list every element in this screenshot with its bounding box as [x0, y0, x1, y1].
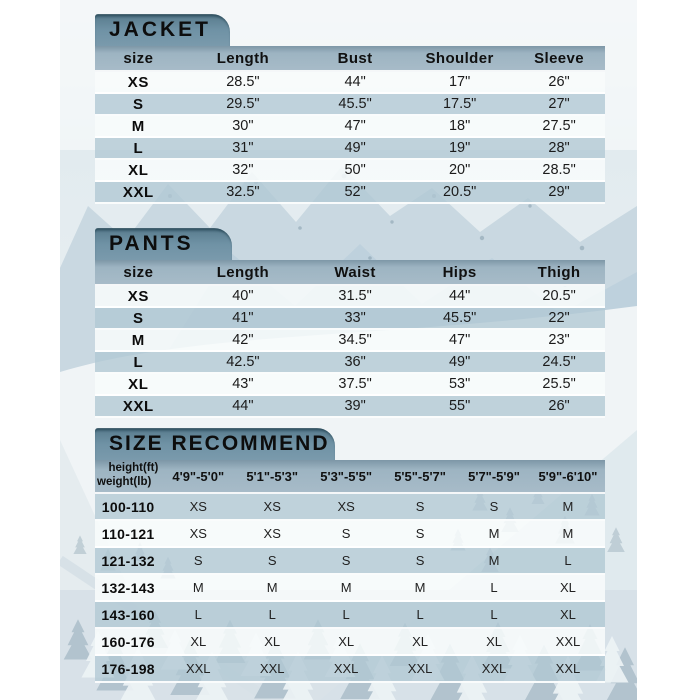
jacket-tab	[95, 14, 230, 46]
size-cell: XS	[127, 73, 149, 91]
size-value-cell: XS	[189, 499, 207, 514]
column-header-thigh: Thigh	[537, 263, 581, 281]
thigh-cell: 20.5"	[542, 288, 576, 304]
waist-cell: 34.5"	[338, 332, 372, 348]
size-value-cell: S	[341, 553, 351, 568]
length-cell: 30"	[232, 118, 254, 134]
bust-cell: 52"	[344, 184, 366, 200]
recommend-row	[95, 575, 605, 602]
size-value-cell: S	[415, 499, 425, 514]
size-value-cell: XL	[338, 634, 355, 649]
column-header-size: size	[123, 49, 154, 67]
jacket-row-l	[95, 138, 605, 160]
pants-row-xs	[95, 286, 605, 308]
thigh-cell: 26"	[548, 398, 570, 414]
bust-cell: 47"	[344, 118, 366, 134]
size-value-cell: L	[490, 607, 498, 622]
weight-range-cell: 160-176	[101, 633, 155, 650]
hips-cell: 53"	[448, 376, 471, 392]
size-value-cell: XS	[189, 526, 207, 541]
column-header-size: size	[123, 263, 154, 281]
height-column-header: 5'3"-5'5"	[320, 468, 373, 484]
size-value-cell: M	[562, 526, 574, 541]
column-header-sleeve: Sleeve	[534, 49, 585, 67]
size-value-cell: XXL	[407, 661, 433, 676]
column-header-length: Length	[216, 263, 270, 281]
hips-cell: 44"	[448, 288, 471, 304]
size-value-cell: XL	[412, 634, 429, 649]
bust-cell: 45.5"	[338, 96, 372, 112]
pants-row-m	[95, 330, 605, 352]
size-value-cell: L	[490, 580, 498, 595]
sleeve-cell: 27.5"	[542, 118, 576, 134]
length-cell: 28.5"	[226, 74, 260, 90]
column-header-length: Length	[216, 49, 270, 67]
waist-cell: 39"	[344, 398, 366, 414]
size-value-cell: XS	[263, 526, 281, 541]
hips-cell: 55"	[448, 398, 471, 414]
sleeve-cell: 26"	[548, 74, 570, 90]
thigh-cell: 25.5"	[542, 376, 576, 392]
size-recommend-section	[95, 428, 605, 683]
bust-cell: 50"	[344, 162, 366, 178]
height-column-header: 5'9"-6'10"	[538, 468, 598, 484]
corner-header-height-weight	[95, 462, 161, 489]
weight-range-cell: 132-143	[101, 579, 155, 596]
size-value-cell: M	[562, 499, 574, 514]
size-value-cell: L	[416, 607, 424, 622]
shoulder-cell: 20"	[448, 162, 471, 178]
size-value-cell: XL	[560, 607, 576, 622]
height-column-header: 4'9"-5'0"	[172, 468, 225, 484]
weight-range-cell: 100-110	[101, 498, 155, 515]
size-value-cell: M	[266, 580, 278, 595]
recommend-row	[95, 548, 605, 575]
size-value-cell: S	[415, 553, 425, 568]
jacket-row-m	[95, 116, 605, 138]
size-cell: M	[131, 331, 145, 349]
hips-cell: 45.5"	[442, 310, 477, 326]
jacket-row-xs	[95, 72, 605, 94]
size-value-cell: XXL	[555, 634, 581, 649]
size-value-cell: M	[414, 580, 426, 595]
size-value-cell: S	[415, 526, 425, 541]
length-cell: 31"	[232, 140, 254, 156]
recommend-row	[95, 602, 605, 629]
length-cell: 29.5"	[226, 96, 260, 112]
size-cell: S	[133, 95, 144, 113]
length-cell: 41"	[232, 310, 254, 326]
size-value-cell: S	[193, 553, 203, 568]
size-cell: L	[133, 139, 144, 157]
size-value-cell: M	[488, 553, 500, 568]
corner-height-label: height(ft)	[108, 462, 159, 475]
hips-cell: 49"	[448, 354, 471, 370]
length-cell: 42"	[232, 332, 254, 348]
size-value-cell: XS	[337, 499, 355, 514]
size-recommend-tab-label: SIZE RECOMMEND	[109, 432, 330, 455]
thigh-cell: 23"	[548, 332, 570, 348]
size-value-cell: L	[564, 553, 572, 568]
size-value-cell: L	[342, 607, 350, 622]
shoulder-cell: 17.5"	[442, 96, 477, 112]
length-cell: 32.5"	[226, 184, 260, 200]
size-value-cell: XL	[560, 580, 576, 595]
bust-cell: 44"	[344, 74, 366, 90]
jacket-header-row	[95, 46, 605, 72]
size-value-cell: M	[192, 580, 204, 595]
column-header-waist: Waist	[334, 263, 376, 281]
length-cell: 40"	[232, 288, 254, 304]
length-cell: 44"	[232, 398, 254, 414]
height-column-header: 5'7"-5'9"	[468, 468, 520, 484]
pants-row-l	[95, 352, 605, 374]
thigh-cell: 24.5"	[542, 354, 576, 370]
size-value-cell: XL	[190, 634, 207, 649]
size-value-cell: XXL	[481, 661, 507, 676]
size-cell: XL	[128, 161, 149, 179]
weight-range-cell: 110-121	[101, 525, 155, 542]
size-value-cell: XL	[486, 634, 502, 649]
shoulder-cell: 18"	[448, 118, 471, 134]
sleeve-cell: 28"	[548, 140, 570, 156]
column-header-shoulder: Shoulder	[425, 49, 494, 67]
height-column-header: 5'1"-5'3"	[246, 468, 299, 484]
pants-header-row	[95, 260, 605, 286]
column-header-hips: Hips	[442, 263, 477, 281]
size-value-cell: XXL	[333, 661, 359, 676]
size-value-cell: S	[341, 526, 351, 541]
pants-section	[95, 228, 605, 418]
sleeve-cell: 28.5"	[542, 162, 576, 178]
size-value-cell: L	[268, 607, 276, 622]
pants-row-xl	[95, 374, 605, 396]
size-cell: XXL	[122, 397, 154, 415]
size-cell: S	[133, 309, 144, 327]
waist-cell: 31.5"	[338, 288, 372, 304]
jacket-row-xl	[95, 160, 605, 182]
length-cell: 43"	[232, 376, 254, 392]
size-cell: XL	[128, 375, 149, 393]
size-cell: L	[133, 353, 144, 371]
size-cell: XXL	[122, 183, 154, 201]
size-value-cell: XS	[263, 499, 281, 514]
bust-cell: 49"	[344, 140, 366, 156]
size-value-cell: S	[267, 553, 277, 568]
size-cell: M	[131, 117, 145, 135]
size-value-cell: XL	[264, 634, 281, 649]
size-value-cell: S	[489, 499, 499, 514]
recommend-row	[95, 629, 605, 656]
jacket-row-s	[95, 94, 605, 116]
recommend-row	[95, 494, 605, 521]
pants-row-xxl	[95, 396, 605, 418]
jacket-tab-label: JACKET	[109, 18, 212, 41]
waist-cell: 37.5"	[338, 376, 372, 392]
thigh-cell: 22"	[548, 310, 570, 326]
shoulder-cell: 19"	[448, 140, 471, 156]
corner-weight-label: weight(lb)	[97, 476, 152, 488]
size-value-cell: XXL	[185, 661, 211, 676]
size-value-cell: XXL	[555, 661, 581, 676]
column-header-bust: Bust	[337, 49, 373, 67]
size-value-cell: XXL	[259, 661, 285, 676]
size-cell: XS	[127, 287, 149, 305]
length-cell: 42.5"	[226, 354, 260, 370]
recommend-row	[95, 521, 605, 548]
sleeve-cell: 27"	[548, 96, 570, 112]
height-column-header: 5'5"-5'7"	[394, 468, 446, 484]
waist-cell: 33"	[344, 310, 366, 326]
pants-tab-label: PANTS	[109, 232, 194, 255]
size-value-cell: M	[340, 580, 352, 595]
recommend-row	[95, 656, 605, 683]
pants-row-s	[95, 308, 605, 330]
weight-range-cell: 176-198	[101, 660, 155, 677]
pants-tab	[95, 228, 232, 260]
hips-cell: 47"	[448, 332, 471, 348]
size-value-cell: L	[194, 607, 202, 622]
recommend-header-row	[95, 460, 605, 494]
sleeve-cell: 29"	[548, 184, 570, 200]
shoulder-cell: 20.5"	[442, 184, 477, 200]
jacket-section	[95, 14, 605, 204]
weight-range-cell: 143-160	[101, 606, 155, 623]
size-recommend-tab	[95, 428, 335, 460]
waist-cell: 36"	[344, 354, 366, 370]
shoulder-cell: 17"	[448, 74, 471, 90]
length-cell: 32"	[232, 162, 254, 178]
jacket-row-xxl	[95, 182, 605, 204]
weight-range-cell: 121-132	[101, 552, 155, 569]
size-value-cell: M	[488, 526, 500, 541]
